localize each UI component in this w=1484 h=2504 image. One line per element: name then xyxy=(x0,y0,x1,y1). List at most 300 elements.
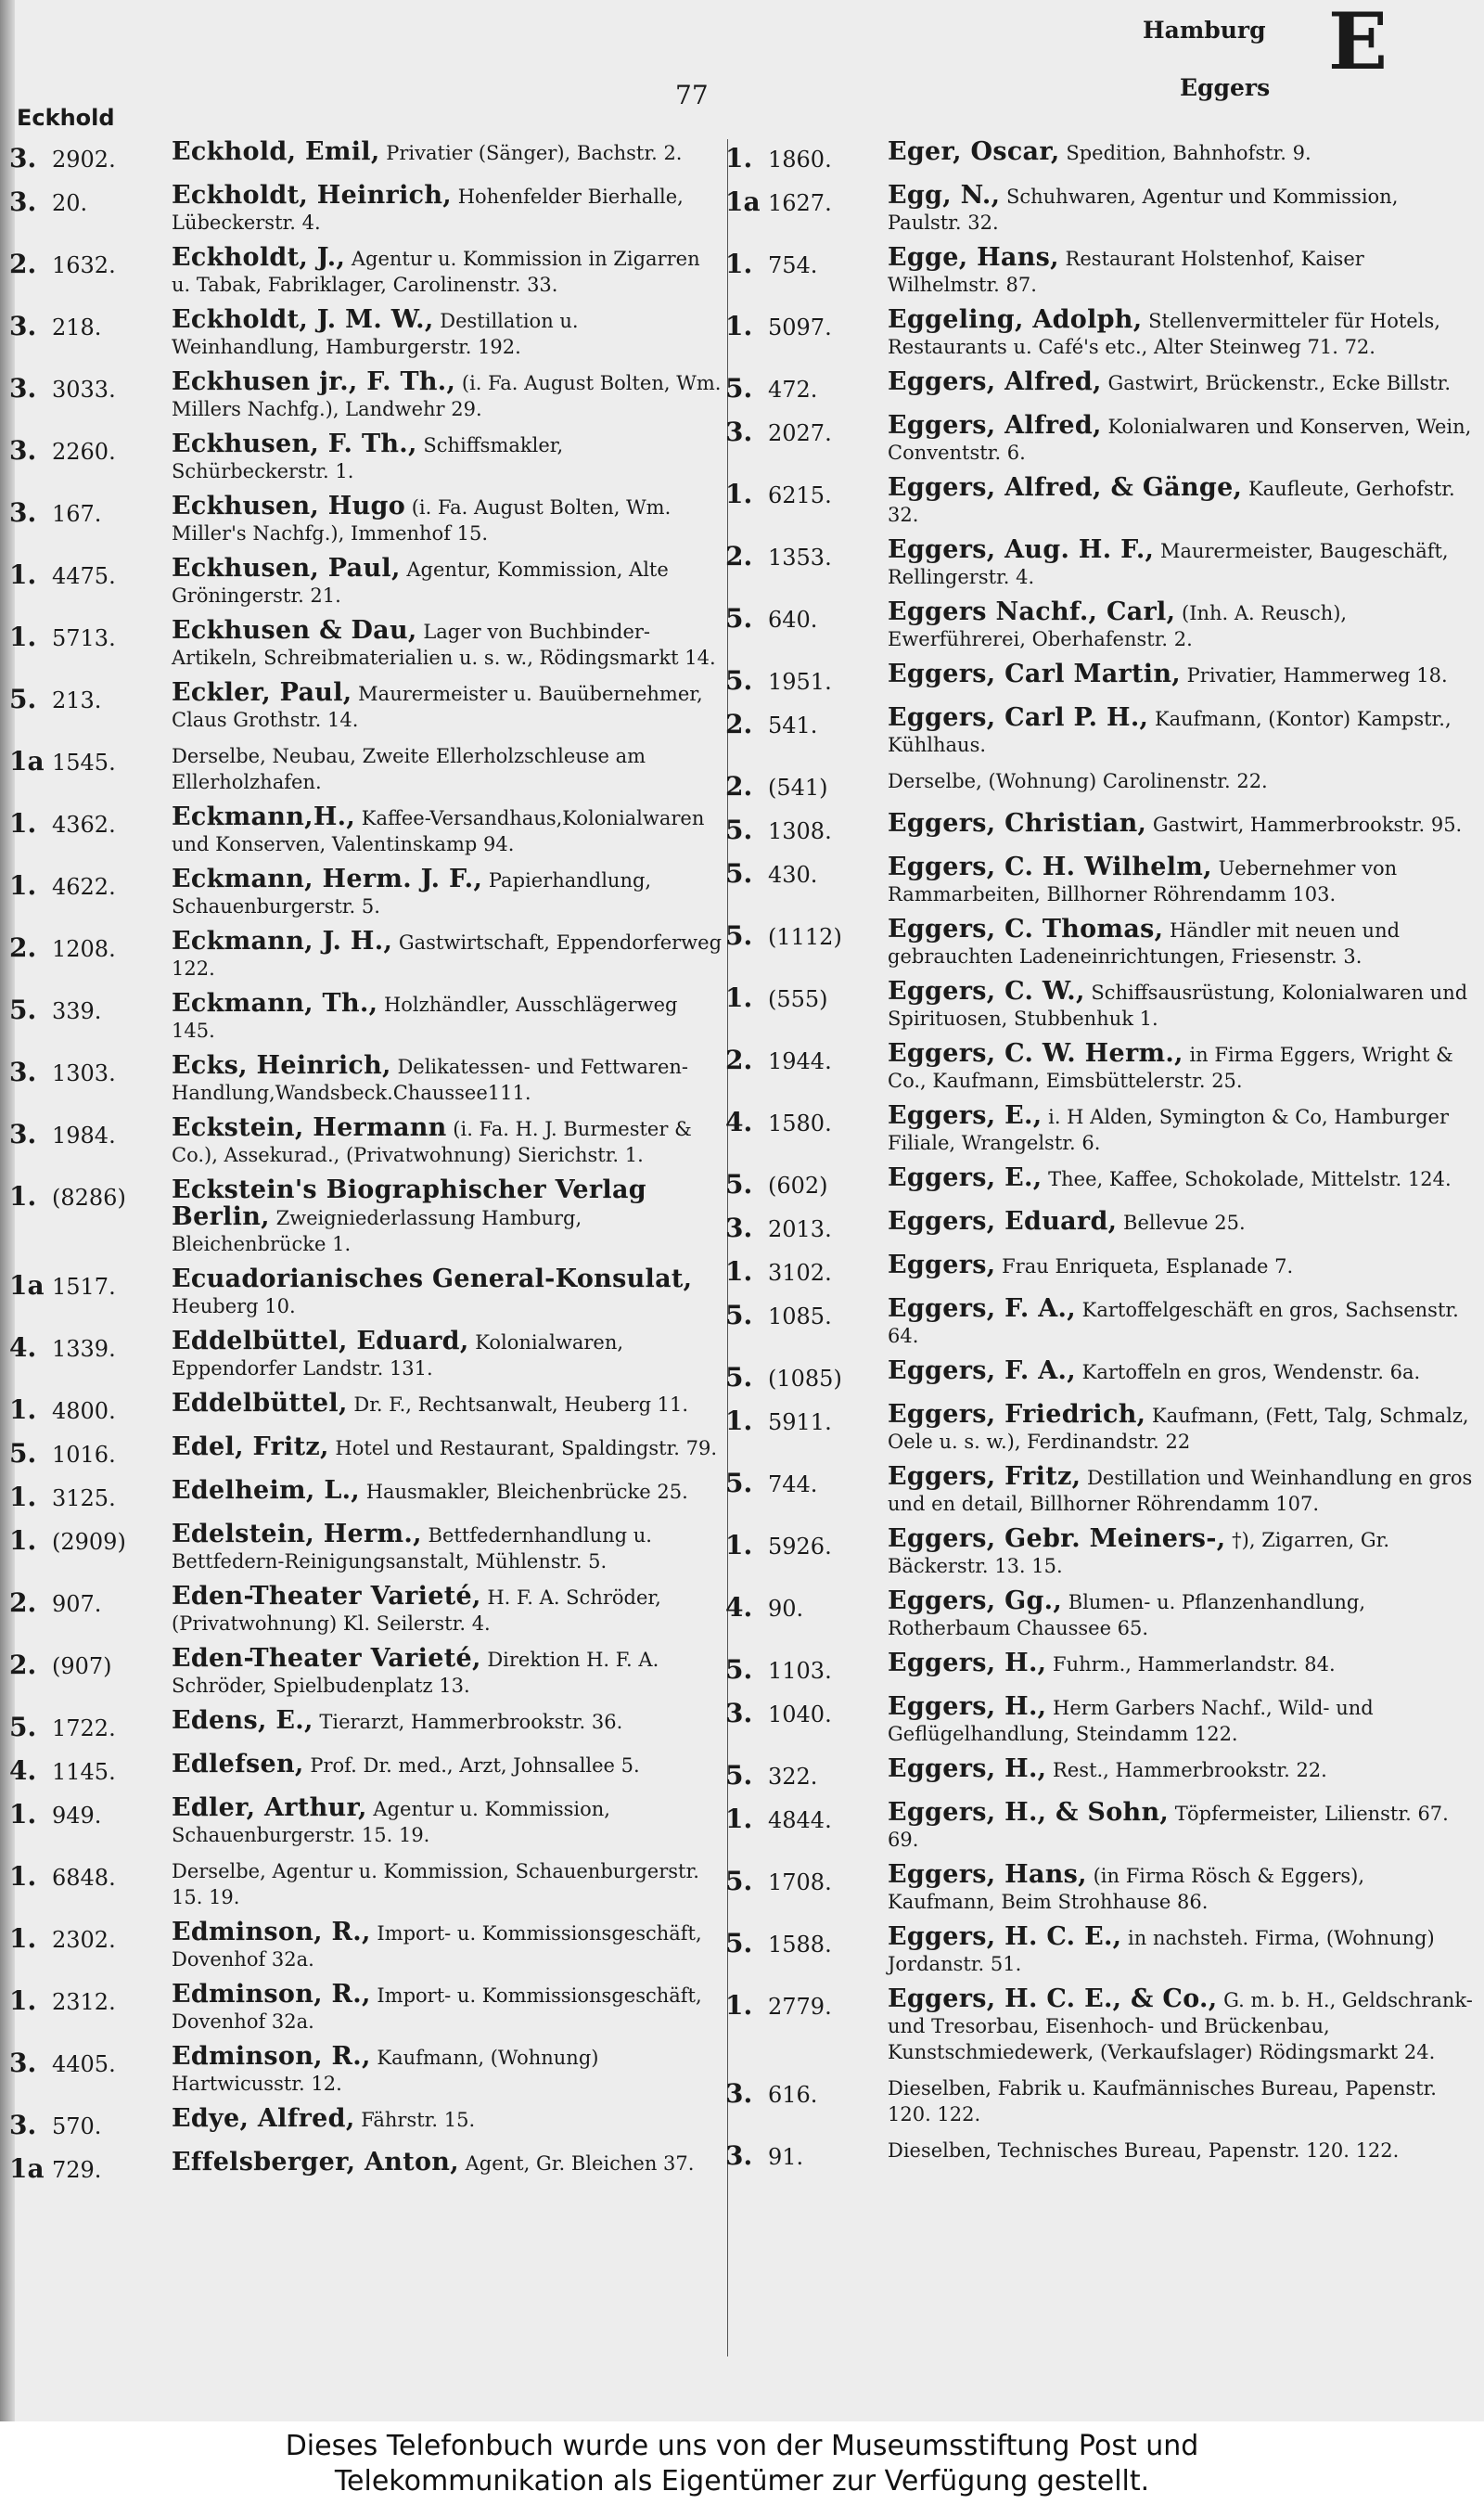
phone-number: 4475. xyxy=(52,563,116,589)
directory-entry xyxy=(9,1053,723,1106)
entry-text xyxy=(172,369,723,422)
subscriber-name: Eggers Nachf., Carl, xyxy=(888,597,1176,626)
phone-number: 1951. xyxy=(768,669,832,695)
phone-number: 2302. xyxy=(52,1927,116,1953)
entry-number xyxy=(9,1795,172,1830)
exchange-class: 3. xyxy=(9,497,37,528)
directory-entry xyxy=(9,1708,723,1742)
phone-number: 4844. xyxy=(768,1807,832,1833)
entry-text xyxy=(172,1177,723,1257)
directory-entry xyxy=(9,1920,723,1972)
directory-entry xyxy=(725,1209,1477,1243)
entry-text xyxy=(888,599,1477,652)
entry-text xyxy=(888,139,1477,166)
entry-text xyxy=(888,661,1477,688)
subscriber-details: Kolonialwaren, Eppendorfer Landstr. 131. xyxy=(172,1331,624,1380)
left-column xyxy=(9,139,723,2193)
entry-number xyxy=(725,2137,888,2171)
phone-number: 90. xyxy=(768,1596,804,1622)
subscriber-name: Eggers, C. Thomas, xyxy=(888,915,1164,944)
subscriber-details: Bellevue 25. xyxy=(1123,1212,1246,1234)
subscriber-name: Eggers, H. C. E., & Co., xyxy=(888,1984,1218,2013)
entry-text xyxy=(172,431,723,484)
exchange-class: 2. xyxy=(9,1650,37,1680)
phone-number: 1860. xyxy=(768,147,832,173)
subscriber-details: Agent, Gr. Bleichen 37. xyxy=(465,2152,695,2175)
entry-text xyxy=(888,2137,1477,2164)
exchange-class: 5. xyxy=(725,1928,753,1958)
phone-number: 640. xyxy=(768,607,818,633)
exchange-class: 2. xyxy=(725,541,753,571)
entry-text xyxy=(172,183,723,236)
phone-number: 1944. xyxy=(768,1048,832,1074)
subscriber-name: Eggers, C. W., xyxy=(888,977,1085,1006)
directory-entry xyxy=(725,1464,1477,1517)
entry-number xyxy=(9,1434,172,1469)
subscriber-details: (in Firma Rösch & Eggers), Kaufmann, Beim Strohhause 86. xyxy=(888,1865,1365,1913)
subscriber-name: Eggeling, Adolph, xyxy=(888,305,1143,334)
subscriber-details: Schiffsausrüstung, Kolonialwaren und Spirituosen, Stubbenhuk 1. xyxy=(888,982,1468,1030)
directory-entry xyxy=(9,1478,723,1512)
entry-number xyxy=(9,1982,172,2016)
entry-number xyxy=(725,1986,888,2021)
entry-text xyxy=(172,1795,723,1848)
phone-number: 339. xyxy=(52,998,102,1024)
subscriber-name: Edel, Fritz, xyxy=(172,1432,329,1461)
subscriber-details: Kaufleute, Gerhofstr. 32. xyxy=(888,478,1455,526)
subscriber-name: Eckhusen, F. Th., xyxy=(172,430,417,458)
subscriber-name: Eckholdt, Heinrich, xyxy=(172,181,453,210)
subscriber-details: Hotel und Restaurant, Spaldingstr. 79. xyxy=(335,1437,718,1459)
subscriber-name: Eckholdt, J. M. W., xyxy=(172,305,434,334)
entry-text xyxy=(172,1329,723,1381)
directory-entry xyxy=(9,680,723,733)
phone-number: 1627. xyxy=(768,190,832,216)
directory-entry xyxy=(9,991,723,1044)
exchange-class: 3. xyxy=(9,143,37,173)
entry-number xyxy=(725,705,888,739)
entry-text xyxy=(888,1650,1477,1677)
phone-number: 5097. xyxy=(768,315,832,340)
entry-number xyxy=(9,2150,172,2184)
exchange-class: 4. xyxy=(725,1592,753,1623)
exchange-class: 1. xyxy=(9,1799,37,1830)
exchange-class: 5. xyxy=(9,1438,37,1469)
directory-entry xyxy=(725,1252,1477,1287)
subscriber-details: Agentur, Kommission, Alte Gröningerstr. 21. xyxy=(172,559,669,607)
directory-entry xyxy=(725,1694,1477,1747)
directory-entry xyxy=(9,1115,723,1168)
entry-text xyxy=(888,811,1477,838)
directory-entry xyxy=(725,1402,1477,1455)
exchange-class: 4. xyxy=(9,1755,37,1786)
entry-text xyxy=(888,1296,1477,1349)
subscriber-details: Lager von Buchbinder-Artikeln, Schreibmaterialien u. s. w., Rödingsmarkt 14. xyxy=(172,621,716,669)
directory-entry xyxy=(725,475,1477,528)
directory-entry xyxy=(9,494,723,546)
directory-entry xyxy=(9,1857,723,1910)
directory-entry xyxy=(725,183,1477,236)
subscriber-details: Destillation u. Weinhandlung, Hamburgerstr. 192. xyxy=(172,310,579,358)
subscriber-details: Uebernehmer von Rammarbeiten, Billhorner Röhrendamm 103. xyxy=(888,857,1398,905)
entry-number xyxy=(9,556,172,590)
entry-number xyxy=(9,139,172,173)
subscriber-details: i. H Alden, Symington & Co, Hamburger Filiale, Wrangelstr. 6. xyxy=(888,1106,1450,1154)
subscriber-name: Eggers, H., xyxy=(888,1754,1047,1783)
entry-number xyxy=(9,1329,172,1363)
subscriber-details: (Inh. A. Reusch), Ewerführerei, Oberhafenstr. 2. xyxy=(888,602,1348,650)
exchange-class: 5. xyxy=(725,1654,753,1685)
exchange-class: 5. xyxy=(9,684,37,714)
directory-entry xyxy=(9,2150,723,2184)
running-head-range: Eggers xyxy=(1180,74,1271,101)
entry-text xyxy=(172,1522,723,1574)
subscriber-details: †), Zigarren, Gr. Bäckerstr. 13. 15. xyxy=(888,1529,1390,1577)
footer-line-2: Telekommunikation als Eigentümer zur Verfügung gestellt. xyxy=(334,2465,1150,2498)
phone-number: 2312. xyxy=(52,1989,116,2015)
exchange-class: 2. xyxy=(725,771,753,802)
exchange-class: 5. xyxy=(725,1866,753,1896)
entry-text xyxy=(888,537,1477,590)
entry-number xyxy=(725,599,888,634)
directory-entry xyxy=(725,1986,1477,2065)
right-column xyxy=(725,139,1477,2180)
phone-number: 5713. xyxy=(52,625,116,651)
subscriber-name: Eggers, E., xyxy=(888,1101,1043,1130)
subscriber-name: Eger, Oscar, xyxy=(888,137,1060,166)
exchange-class: 1. xyxy=(725,982,753,1013)
entry-number xyxy=(9,1478,172,1512)
entry-text xyxy=(888,307,1477,360)
exchange-class: 1. xyxy=(9,1861,37,1892)
subscriber-name: Edelstein, Herm., xyxy=(172,1520,422,1548)
directory-entry xyxy=(9,369,723,422)
directory-entry xyxy=(725,917,1477,969)
directory-entry xyxy=(9,431,723,484)
entry-text xyxy=(172,804,723,857)
subscriber-details: Kaufmann, (Kontor) Kampstr., Kühlhaus. xyxy=(888,708,1452,756)
exchange-class: 1a xyxy=(9,2153,45,2184)
entry-number xyxy=(9,1752,172,1786)
entry-number xyxy=(725,1800,888,1834)
entry-text xyxy=(888,1252,1477,1279)
subscriber-details: Stellenvermitteler für Hotels, Restaurants u. Café's etc., Alter Steinweg 71. 72. xyxy=(888,310,1440,358)
entry-number xyxy=(725,1209,888,1243)
entry-text xyxy=(888,245,1477,298)
directory-entry xyxy=(9,139,723,173)
subscriber-name: Eckhusen, Paul, xyxy=(172,554,401,583)
directory-entry xyxy=(9,1584,723,1637)
subscriber-name: Eddelbüttel, Eduard, xyxy=(172,1327,469,1355)
entry-number xyxy=(725,767,888,802)
subscriber-details: Spedition, Bahnhofstr. 9. xyxy=(1066,142,1311,164)
exchange-class: 5. xyxy=(725,815,753,845)
directory-entry xyxy=(725,307,1477,360)
subscriber-name: Eggers, Aug. H. F., xyxy=(888,535,1155,564)
entry-text xyxy=(888,854,1477,907)
phone-number: (555) xyxy=(768,986,828,1012)
phone-number: 2013. xyxy=(768,1216,832,1242)
exchange-class: 1a xyxy=(725,186,761,217)
entry-number xyxy=(725,369,888,404)
subscriber-name: Eggers, xyxy=(888,1251,996,1279)
subscriber-name: Eggers, H., xyxy=(888,1649,1047,1677)
exchange-class: 2. xyxy=(9,249,37,279)
exchange-class: 3. xyxy=(725,1698,753,1728)
entry-number xyxy=(9,183,172,217)
exchange-class: 5. xyxy=(725,920,753,951)
entry-text xyxy=(172,245,723,298)
entry-text xyxy=(172,1857,723,1910)
phone-number: 213. xyxy=(52,687,102,713)
entry-number xyxy=(725,245,888,279)
subscriber-name: Edlefsen, xyxy=(172,1750,304,1778)
exchange-class: 4. xyxy=(9,1332,37,1363)
footer-note xyxy=(0,2421,1484,2504)
subscriber-details: Kartoffeln en gros, Wendenstr. 6a. xyxy=(1081,1361,1421,1383)
subscriber-name: Eddelbüttel, xyxy=(172,1389,348,1418)
subscriber-details: Delikatessen- und Fettwaren-Handlung,Wandsbeck.Chaussee111. xyxy=(172,1056,689,1104)
phone-number: 1545. xyxy=(52,750,116,776)
directory-entry xyxy=(9,1982,723,2035)
entry-text xyxy=(888,475,1477,528)
phone-number: 4362. xyxy=(52,812,116,838)
phone-number: 541. xyxy=(768,713,818,738)
subscriber-details: G. m. b. H., Geldschrank- und Tresorbau, Eisenhoch- und Brückenbau, Kunstschmiedewerk, (Verkaufslager) Rödingsmarkt 24. xyxy=(888,1989,1473,2063)
entry-number xyxy=(9,618,172,652)
directory-entry xyxy=(725,139,1477,173)
entry-text xyxy=(172,1266,723,1319)
phone-number: 729. xyxy=(52,2157,102,2183)
entry-text xyxy=(888,1986,1477,2065)
exchange-class: 2. xyxy=(9,1587,37,1618)
directory-entry xyxy=(725,369,1477,404)
exchange-class: 1. xyxy=(9,1394,37,1425)
entry-number xyxy=(725,1464,888,1498)
subscriber-details: Herm Garbers Nachf., Wild- und Geflügelhandlung, Steindamm 122. xyxy=(888,1697,1374,1745)
phone-number: 754. xyxy=(768,252,818,278)
entry-text xyxy=(888,1588,1477,1641)
phone-number: 1708. xyxy=(768,1869,832,1895)
subscriber-name: Eckhold, Emil, xyxy=(172,137,380,166)
entry-text xyxy=(888,1800,1477,1853)
entry-number xyxy=(725,1358,888,1393)
entry-number xyxy=(9,1053,172,1087)
subscriber-details: Kaffee-Versandhaus,Kolonialwaren und Konserven, Valentinskamp 94. xyxy=(172,807,705,855)
directory-entry xyxy=(9,2106,723,2140)
phone-number: (1085) xyxy=(768,1366,842,1392)
exchange-class: 4. xyxy=(725,1107,753,1137)
entry-number xyxy=(9,991,172,1025)
subscriber-name: Eggers, H., xyxy=(888,1692,1047,1721)
subscriber-details: Privatier, Hammerweg 18. xyxy=(1186,664,1448,687)
directory-entry xyxy=(725,1526,1477,1579)
directory-entry xyxy=(725,599,1477,652)
exchange-class: 5. xyxy=(9,995,37,1025)
exchange-class: 1. xyxy=(9,808,37,839)
phone-number: 2902. xyxy=(52,147,116,173)
entry-number xyxy=(9,1584,172,1618)
entry-number xyxy=(725,661,888,696)
entry-number xyxy=(725,1924,888,1958)
subscriber-details: Import- u. Kommissionsgeschäft, Dovenhof 32a. xyxy=(172,1922,702,1971)
phone-number: 430. xyxy=(768,862,818,888)
phone-number: 570. xyxy=(52,2113,102,2139)
subscriber-details: Destillation und Weinhandlung en gros und en detail, Billhorner Röhrendamm 107. xyxy=(888,1467,1473,1515)
subscriber-details: Schiffsmakler, Schürbeckerstr. 1. xyxy=(172,434,564,482)
subscriber-details: Privatier (Sänger), Bachstr. 2. xyxy=(386,142,683,164)
phone-number: 6848. xyxy=(52,1865,116,1891)
subscriber-details: Fährstr. 15. xyxy=(361,2109,476,2131)
exchange-class: 3. xyxy=(9,2048,37,2078)
entry-number xyxy=(9,2106,172,2140)
exchange-class: 1. xyxy=(725,1530,753,1560)
phone-number: 1353. xyxy=(768,545,832,571)
subscriber-name: Eggers, Hans, xyxy=(888,1860,1087,1889)
entry-number xyxy=(9,742,172,777)
subscriber-name: Edens, E., xyxy=(172,1706,313,1735)
exchange-class: 3. xyxy=(725,1213,753,1243)
entry-text xyxy=(172,1646,723,1699)
phone-number: 3102. xyxy=(768,1260,832,1286)
subscriber-details: Holzhändler, Ausschlägerweg 145. xyxy=(172,994,678,1042)
entry-text xyxy=(172,1584,723,1637)
entry-number xyxy=(725,307,888,341)
exchange-class: 3. xyxy=(9,1119,37,1149)
entry-text xyxy=(888,1924,1477,1977)
exchange-class: 3. xyxy=(9,435,37,466)
entry-text xyxy=(172,1391,723,1418)
exchange-class: 1. xyxy=(9,870,37,901)
entry-number xyxy=(725,139,888,173)
directory-entry xyxy=(725,979,1477,1032)
subscriber-details: Rest., Hammerbrookstr. 22. xyxy=(1053,1759,1327,1781)
exchange-class: 3. xyxy=(725,2140,753,2171)
subscriber-name: Eggers, E., xyxy=(888,1163,1043,1192)
subscriber-name: Eggers, H., & Sohn, xyxy=(888,1798,1170,1827)
phone-number: 1722. xyxy=(52,1715,116,1741)
entry-text xyxy=(888,979,1477,1032)
subscriber-name: Eggers, H. C. E., xyxy=(888,1922,1122,1951)
directory-entry xyxy=(725,661,1477,696)
subscriber-details: Fuhrm., Hammerlandstr. 84. xyxy=(1053,1653,1336,1676)
directory-entry xyxy=(9,307,723,360)
phone-number: (541) xyxy=(768,775,828,801)
phone-number: 5911. xyxy=(768,1409,832,1435)
subscriber-name: Edler, Arthur, xyxy=(172,1793,367,1822)
subscriber-details: Maurermeister u. Bauübernehmer, Claus Grothstr. 14. xyxy=(172,683,703,731)
entry-number xyxy=(725,1103,888,1137)
subscriber-details: Bettfedernhandlung u. Bettfedern-Reinigungsanstalt, Mühlenstr. 5. xyxy=(172,1524,652,1573)
entry-text xyxy=(888,1041,1477,1094)
directory-entry xyxy=(9,929,723,982)
subscriber-name: Eckler, Paul, xyxy=(172,678,352,707)
phone-number: 1016. xyxy=(52,1442,116,1468)
entry-text xyxy=(888,1464,1477,1517)
phone-number: 1308. xyxy=(768,818,832,844)
entry-text xyxy=(172,742,723,795)
entry-text xyxy=(888,1526,1477,1579)
entry-text xyxy=(172,1708,723,1735)
directory-entry xyxy=(725,1800,1477,1853)
subscriber-details: in Firma Eggers, Wright & Co., Kaufmann, Eimsbüttelerstr. 25. xyxy=(888,1044,1453,1092)
subscriber-name: Eckmann,H., xyxy=(172,803,356,831)
entry-text xyxy=(888,917,1477,969)
entry-number xyxy=(9,1646,172,1680)
phone-number: 2779. xyxy=(768,1994,832,2020)
subscriber-details: Import- u. Kommissionsgeschäft, Dovenhof 32a. xyxy=(172,1984,702,2033)
entry-number xyxy=(9,1391,172,1425)
phone-number: 1339. xyxy=(52,1336,116,1362)
subscriber-name: Eggers, Carl P. H., xyxy=(888,703,1149,732)
subscriber-name: Effelsberger, Anton, xyxy=(172,2148,459,2177)
phone-number: 3033. xyxy=(52,377,116,403)
entry-number xyxy=(725,811,888,845)
entry-text xyxy=(172,618,723,671)
subscriber-details: Prof. Dr. med., Arzt, Johnsallee 5. xyxy=(310,1754,640,1777)
entry-number xyxy=(725,2074,888,2109)
entry-text xyxy=(888,1209,1477,1236)
entry-number xyxy=(725,1402,888,1436)
phone-number: (907) xyxy=(52,1653,112,1679)
entry-text xyxy=(888,2074,1477,2127)
phone-number: 1085. xyxy=(768,1303,832,1329)
entry-number xyxy=(9,307,172,341)
subscriber-details: (i. Fa. August Bolten, Wm. Millers Nachfg.), Landwehr 29. xyxy=(172,372,722,420)
exchange-class: 2. xyxy=(725,709,753,739)
subscriber-details: Heuberg 10. xyxy=(172,1295,296,1317)
subscriber-name: Egg, N., xyxy=(888,181,1001,210)
entry-text xyxy=(888,1694,1477,1747)
entry-text xyxy=(172,1434,723,1461)
directory-entry xyxy=(9,1522,723,1574)
directory-entry xyxy=(725,1924,1477,1977)
entry-text xyxy=(888,183,1477,236)
subscriber-name: Edminson, R., xyxy=(172,1980,371,2009)
subscriber-details: Kaufmann, (Wohnung) Hartwicusstr. 12. xyxy=(172,2047,599,2095)
entry-text xyxy=(888,705,1477,758)
directory-entry xyxy=(725,2137,1477,2171)
subscriber-details: Händler mit neuen und gebrauchten Ladeneinrichtungen, Friesenstr. 3. xyxy=(888,919,1401,968)
phone-number: 744. xyxy=(768,1471,818,1497)
entry-number xyxy=(9,1708,172,1742)
phone-number: 91. xyxy=(768,2144,804,2170)
subscriber-details: Dieselben, Fabrik u. Kaufmännisches Bureau, Papenstr. 120. 122. xyxy=(888,2077,1437,2125)
subscriber-details: Agentur u. Kommission, Schauenburgerstr. 15. 19. xyxy=(172,1798,610,1846)
subscriber-details: Töpfermeister, Lilienstr. 67. 69. xyxy=(888,1803,1449,1851)
subscriber-name: Eckhusen, Hugo xyxy=(172,492,406,520)
subscriber-name: Eggers, Alfred, xyxy=(888,367,1102,396)
subscriber-details: in nachsteh. Firma, (Wohnung) Jordanstr. 51. xyxy=(888,1927,1435,1975)
entry-number xyxy=(725,537,888,571)
subscriber-details: Zweigniederlassung Hamburg, Bleichenbrücke 1. xyxy=(172,1207,582,1255)
entry-text xyxy=(172,1982,723,2035)
subscriber-details: Tierarzt, Hammerbrookstr. 36. xyxy=(319,1711,623,1733)
directory-entry xyxy=(725,2074,1477,2127)
exchange-class: 1. xyxy=(725,1406,753,1436)
subscriber-name: Eggers, F. A., xyxy=(888,1294,1076,1323)
entry-text xyxy=(172,1115,723,1168)
exchange-class: 2. xyxy=(725,1045,753,1075)
entry-number xyxy=(725,1650,888,1685)
subscriber-name: Eckmann, Herm. J. F., xyxy=(172,865,483,893)
entry-text xyxy=(888,1358,1477,1385)
directory-entry xyxy=(9,1391,723,1425)
exchange-class: 3. xyxy=(9,186,37,217)
directory-entry xyxy=(725,705,1477,758)
subscriber-name: Ecuadorianisches General-Konsulat, xyxy=(172,1265,693,1293)
directory-entry xyxy=(9,245,723,298)
